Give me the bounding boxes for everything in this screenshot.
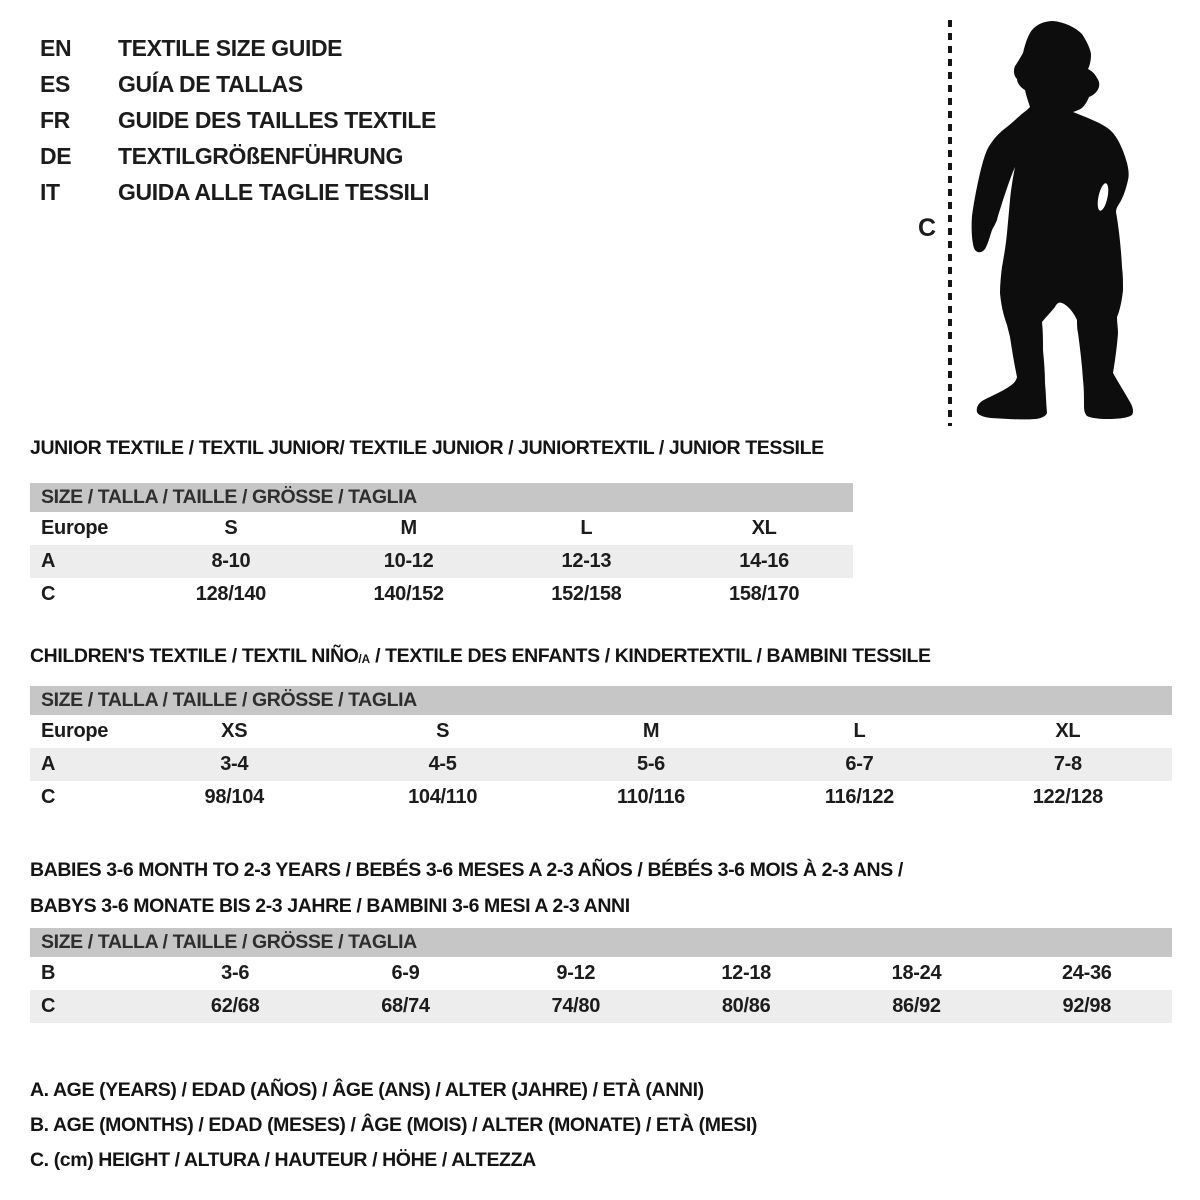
junior-section-heading: JUNIOR TEXTILE / TEXTIL JUNIOR/ TEXTILE JUNIOR / JUNIORTEXTIL / JUNIOR TESSILE bbox=[30, 437, 824, 459]
table-row bbox=[30, 512, 853, 545]
junior-size-table bbox=[30, 483, 853, 611]
table-cell: 12-18 bbox=[721, 962, 771, 984]
table-cell: 128/140 bbox=[195, 583, 266, 605]
table-row bbox=[30, 957, 1172, 990]
row-label: Europe bbox=[41, 517, 109, 539]
table-cell: 12-13 bbox=[561, 550, 612, 572]
table-cell: XS bbox=[221, 720, 248, 742]
table-cell: 9-12 bbox=[556, 962, 596, 984]
table-cell: 8-10 bbox=[211, 550, 251, 572]
table-cell: XL bbox=[1055, 720, 1081, 742]
language-row bbox=[40, 174, 436, 210]
row-label: B bbox=[41, 962, 56, 984]
table-cell: 110/116 bbox=[617, 786, 686, 808]
language-row bbox=[40, 102, 436, 138]
language-code: EN bbox=[40, 35, 72, 61]
row-label: C bbox=[41, 995, 56, 1017]
babies-heading-line1: BABIES 3-6 MONTH TO 2-3 YEARS / BEBÉS 3-6 MESES A 2-3 AÑOS / BÉBÉS 3-6 MOIS À 2-3 ANS / bbox=[30, 859, 903, 881]
table-cell: 18-24 bbox=[891, 962, 942, 984]
table-row bbox=[30, 990, 1172, 1023]
table-cell: 74/80 bbox=[551, 995, 601, 1017]
table-cell: 158/170 bbox=[729, 583, 800, 605]
table-cell: M bbox=[642, 720, 660, 742]
table-cell: S bbox=[436, 720, 450, 742]
table-row bbox=[30, 545, 853, 578]
table-cell: 3-4 bbox=[220, 753, 249, 775]
size-bar-header: SIZE / TALLA / TAILLE / GRÖSSE / TAGLIA bbox=[30, 483, 853, 512]
children-heading-sub: /A bbox=[358, 653, 371, 666]
row-label: C bbox=[41, 786, 56, 808]
language-code: DE bbox=[40, 143, 72, 169]
row-label: Europe bbox=[41, 720, 109, 742]
table-cell: L bbox=[580, 517, 593, 539]
legend-line-b: B. AGE (MONTHS) / EDAD (MESES) / ÂGE (MOIS) / ALTER (MONATE) / ETÀ (MESI) bbox=[30, 1114, 757, 1136]
language-code: IT bbox=[40, 179, 60, 205]
children-size-table bbox=[30, 686, 1172, 814]
language-code: ES bbox=[40, 71, 70, 97]
table-cell: 116/122 bbox=[824, 786, 894, 808]
babies-size-table bbox=[30, 928, 1172, 1023]
language-code: FR bbox=[40, 107, 70, 133]
babies-section-heading bbox=[30, 852, 903, 924]
table-cell: 92/98 bbox=[1062, 995, 1112, 1017]
table-cell: 24-36 bbox=[1061, 962, 1112, 984]
row-label: C bbox=[41, 583, 56, 605]
legend-line-a: A. AGE (YEARS) / EDAD (AÑOS) / ÂGE (ANS) / ALTER (JAHRE) / ETÀ (ANNI) bbox=[30, 1079, 704, 1101]
measurement-legend bbox=[30, 1073, 757, 1178]
children-heading-pre: CHILDREN'S TEXTILE / TEXTIL NIÑO bbox=[30, 645, 359, 667]
table-cell: 3-6 bbox=[221, 962, 250, 984]
table-row bbox=[30, 781, 1172, 814]
row-label: A bbox=[41, 550, 56, 572]
table-cell: 10-12 bbox=[383, 550, 434, 572]
guide-title: GUÍA DE TALLAS bbox=[118, 71, 303, 97]
language-row bbox=[40, 30, 436, 66]
table-cell: L bbox=[853, 720, 866, 742]
table-cell: S bbox=[224, 517, 238, 539]
table-cell: M bbox=[400, 517, 417, 539]
language-list bbox=[40, 30, 436, 210]
children-section-heading bbox=[30, 645, 931, 671]
height-measure-label: C bbox=[917, 214, 937, 242]
table-row bbox=[30, 715, 1172, 748]
table-cell: 86/92 bbox=[892, 995, 941, 1017]
table-cell: 104/110 bbox=[408, 786, 478, 808]
row-label: A bbox=[41, 753, 56, 775]
table-cell: 152/158 bbox=[551, 583, 622, 605]
table-row bbox=[30, 748, 1172, 781]
table-cell: 14-16 bbox=[739, 550, 789, 572]
guide-title: GUIDA ALLE TAGLIE TESSILI bbox=[118, 179, 430, 205]
table-cell: 62/68 bbox=[210, 995, 260, 1017]
language-row bbox=[40, 66, 436, 102]
table-cell: 140/152 bbox=[373, 583, 444, 605]
guide-title: TEXTILGRÖßENFÜHRUNG bbox=[118, 143, 403, 169]
table-cell: 6-7 bbox=[845, 753, 874, 775]
table-cell: 5-6 bbox=[637, 753, 666, 775]
children-heading-post: / TEXTILE DES ENFANTS / KINDERTEXTIL / BAMBINI TESSILE bbox=[370, 645, 931, 667]
guide-title: GUIDE DES TAILLES TEXTILE bbox=[118, 107, 436, 133]
guide-title: TEXTILE SIZE GUIDE bbox=[118, 35, 343, 61]
babies-heading-line2: BABYS 3-6 MONATE BIS 2-3 JAHRE / BAMBINI 3-6 MESI A 2-3 ANNI bbox=[30, 895, 630, 917]
table-cell: 7-8 bbox=[1053, 753, 1082, 775]
table-cell: 98/104 bbox=[204, 786, 264, 808]
toddler-silhouette-icon bbox=[966, 16, 1138, 422]
table-cell: 68/74 bbox=[381, 995, 430, 1017]
table-cell: 4-5 bbox=[428, 753, 457, 775]
table-cell: 122/128 bbox=[1032, 786, 1103, 808]
table-cell: 6-9 bbox=[391, 962, 420, 984]
size-bar-header: SIZE / TALLA / TAILLE / GRÖSSE / TAGLIA bbox=[30, 686, 1172, 715]
legend-line-c: C. (cm) HEIGHT / ALTURA / HAUTEUR / HÖHE / ALTEZZA bbox=[30, 1149, 536, 1171]
height-measure-dashed-line bbox=[948, 20, 952, 426]
table-cell: 80/86 bbox=[721, 995, 771, 1017]
table-cell: XL bbox=[751, 517, 777, 539]
table-row bbox=[30, 578, 853, 611]
language-row bbox=[40, 138, 436, 174]
size-bar-header: SIZE / TALLA / TAILLE / GRÖSSE / TAGLIA bbox=[30, 928, 1172, 957]
